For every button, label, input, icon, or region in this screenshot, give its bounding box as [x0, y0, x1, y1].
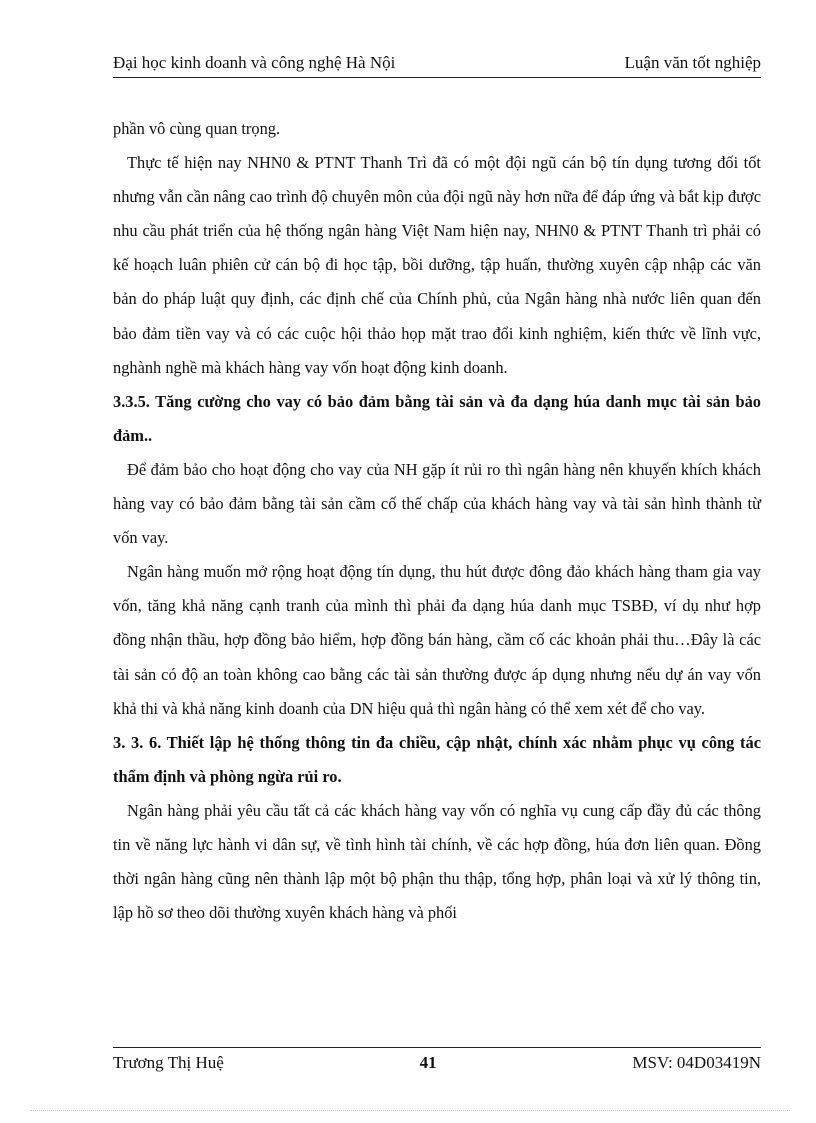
paragraph-secured-lending: Để đảm bảo cho hoạt động cho vay của NH gặp ít rủi ro thì ngân hàng nên khuyến khích khách hàng vay có bảo đảm bằng tài sản cầm cố thế chấp của khách hàng vay và tài sản hình thành từ vốn vay.: [113, 459, 761, 548]
paragraph-collateral-diversification: Ngân hàng muốn mở rộng hoạt động tín dụng, thu hút được đông đảo khách hàng tham gia vay vốn, tăng khả năng cạnh tranh của mình thì phải đa dạng húa danh mục TSBĐ, ví dụ như hợp đồng nhận thầu, hợp đồng bảo hiểm, hợp đồng bán hàng, cầm cố các khoản phải thu…Đây là các tài sản có độ an toàn không cao bằng các tài sản thường được áp dụng nhưng nếu dự án vay vốn khả thi và khả năng kinh doanh của DN hiệu quả thì ngân hàng có thể xem xét để cho vay.: [113, 562, 761, 718]
header-university: Đại học kinh doanh và công nghệ Hà Nội: [113, 53, 396, 72]
footer-rule: [113, 1047, 761, 1048]
page-footer: [113, 1052, 761, 1074]
page-bottom-divider: [30, 1110, 790, 1111]
section-heading-3-3-6: 3. 3. 6. Thiết lập hệ thống thông tin đa chiều, cập nhật, chính xác nhằm phục vụ công tác thẩm định và phòng ngừa rủi ro.: [113, 732, 761, 786]
footer-author: Trương Thị Huệ: [113, 1053, 224, 1072]
paragraph-information-system: Ngân hàng phải yêu cầu tất cả các khách hàng vay vốn có nghĩa vụ cung cấp đầy đủ các thông tin về năng lực hành vi dân sự, về tình hình tài chính, về các hợp đồng, húa đơn liên quan. Đồng thời ngân hàng cũng nên thành lập một bộ phận thu thập, tổng hợp, phân loại và xử lý thông tin, lập hồ sơ theo dõi thường xuyên khách hàng và phối: [113, 800, 761, 923]
page-body: [113, 112, 761, 930]
footer-student-id: MSV: 04D03419N: [632, 1053, 761, 1072]
section-heading-3-3-5: 3.3.5. Tăng cường cho vay có bảo đảm bằng tài sản và đa dạng húa danh mục tài sản bảo đảm..: [113, 391, 761, 445]
paragraph-staff-training: Thực tế hiện nay NHN0 & PTNT Thanh Trì đã có một đội ngũ cán bộ tín dụng tương đối tốt nhưng vẫn cần nâng cao trình độ chuyên môn của đội ngũ này hơn nữa để đáp ứng và bắt kịp được nhu cầu phát triển của hệ thống ngân hàng Việt Nam hiện nay, NHN0 & PTNT Thanh trì phải có kế hoạch luân phiên cử cán bộ đi học tập, bồi dưỡng, tập huấn, thường xuyên cập nhập các văn bản do pháp luật quy định, các định chế của Chính phủ, của Ngân hàng nhà nước liên quan đến bảo đảm tiền vay và có các cuộc hội thảo họp mặt trao đổi kinh nghiệm, kiến thức về lĩnh vực, nghành nghề mà khách hàng vay vốn hoạt động kinh doanh.: [113, 153, 761, 377]
paragraph-continued: phần vô cùng quan trọng.: [113, 119, 281, 138]
header-doc-type: Luận văn tốt nghiệp: [624, 53, 761, 72]
page-header: [113, 52, 761, 74]
header-rule: [113, 77, 761, 78]
page-number: 41: [419, 1053, 437, 1072]
